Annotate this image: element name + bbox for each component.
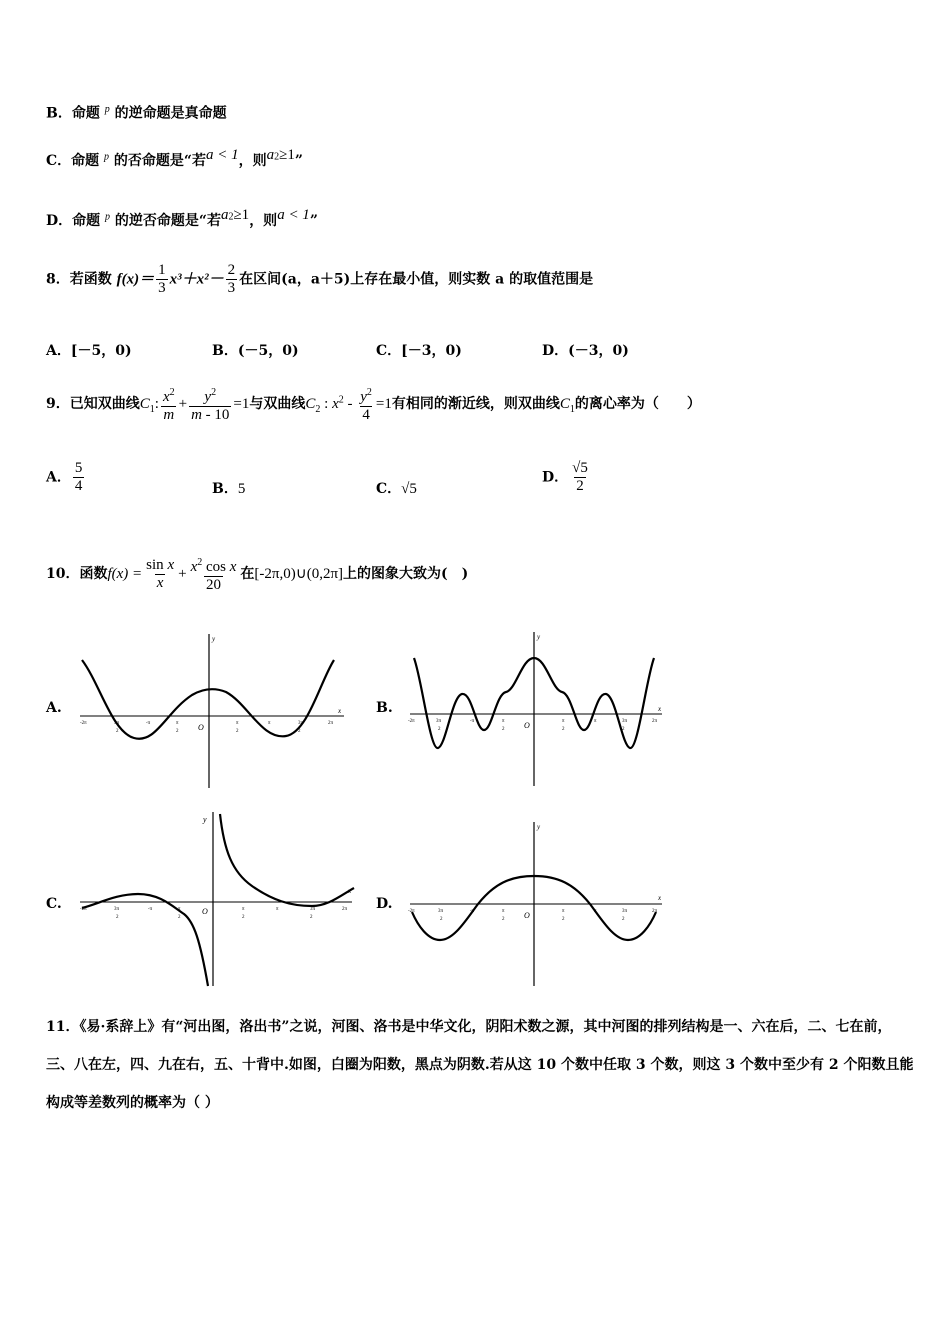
svg-text:π: π (276, 907, 279, 912)
tick-labels (408, 909, 658, 922)
svg-text:π: π (502, 909, 505, 914)
function-name: f(x) = (107, 566, 143, 582)
function-name: f(x)＝ (116, 271, 155, 288)
text: 的离心率为（ ） (574, 396, 701, 412)
math-p: p (104, 104, 110, 115)
math-condition-rel: ≥1 (233, 207, 250, 223)
text: ” (309, 213, 318, 229)
text: 与双曲线 (249, 396, 306, 412)
axis-label-x: x (348, 887, 352, 895)
svg-text:2: 2 (178, 915, 181, 920)
curve-right (220, 814, 354, 906)
fraction-5-4 (73, 460, 85, 495)
svg-text:π: π (242, 907, 245, 912)
svg-text:2: 2 (562, 917, 565, 922)
q9-option-b (212, 478, 245, 498)
q10-stem: 10．函数f(x) = $\frac{\text{sin x}}{x}$ + $\frac{x^2 \cos x}{20}$ 在[-2π,0)∪(0,2π]上的图象大致为( ) (46, 554, 468, 594)
axis-label-y: y (537, 633, 541, 641)
graph-a-label: A. (46, 700, 62, 716)
axis-label-x: x (658, 894, 662, 902)
option-label: B． (46, 105, 72, 122)
origin-label: O (198, 723, 204, 732)
svg-text:2: 2 (562, 727, 565, 732)
svg-text:-π: -π (148, 907, 153, 912)
svg-text:3π: 3π (310, 907, 316, 912)
q9-option-c (376, 478, 417, 498)
option-label: A． (46, 469, 71, 486)
text: ，则 (238, 153, 267, 169)
svg-text:π: π (176, 721, 179, 726)
svg-text:3π: 3π (622, 719, 628, 724)
svg-text:3π: 3π (114, 907, 120, 912)
q7-option-b (46, 100, 227, 124)
math-conclusion: a < 1 (277, 207, 310, 223)
axis-label-y: y (212, 635, 216, 643)
svg-text:π: π (562, 909, 565, 914)
svg-text:-π: -π (146, 721, 151, 726)
svg-text:π: π (178, 907, 181, 912)
frac-num: √5 (572, 460, 588, 476)
text: 在 (240, 566, 255, 582)
svg-text:3π: 3π (622, 909, 628, 914)
graph-a (76, 632, 352, 792)
svg-text:3π: 3π (298, 721, 304, 726)
q8-option-a: A．[－5，0) (46, 343, 132, 359)
fraction-x2cosx-20: $\frac{x^2 \cos x}{20}$ (190, 557, 237, 593)
fraction-y2-4: $\frac{y^2}{4}$ (360, 387, 372, 423)
svg-text:2: 2 (116, 915, 119, 920)
q7-option-c: C．命题 $^p$ 的否命题是“若a < 1，则$a^2\ge 1$” (46, 147, 303, 169)
q8-option-c: C．[－3，0) (376, 343, 462, 359)
q9-option-d (542, 460, 592, 495)
svg-text:2: 2 (298, 729, 301, 734)
q11-stem: 11．《易·系辞上》有“河出图，洛出书”之说，河图、洛书是中华文化，阴阳术数之源，其中河图的排列结构是一、六在后，二、七在前，三、八在左，四、九在右，五、十背中.如图，白圈为阳数，黑点为阴数.若从这 10 个数中任取 3 个数，则这 3 个数中至少有 2 个阳数且能构成等差数列的概率为（ ） (46, 1019, 914, 1111)
math-p: p (104, 151, 110, 163)
svg-text:3π: 3π (436, 719, 442, 724)
curve-left (82, 894, 208, 986)
axis-label-x: x (658, 705, 662, 713)
svg-text:2: 2 (438, 727, 441, 732)
question-number: 8．若函数 (46, 271, 117, 288)
fraction-sqrt5-2 (570, 460, 590, 495)
frac-num: 2 (227, 262, 236, 278)
text: 的逆否命题是“若 (114, 213, 221, 229)
option-value: 5 (237, 481, 246, 497)
text: 有相同的渐近线，则双曲线 (391, 396, 560, 412)
graph-c (76, 810, 358, 988)
svg-text:π: π (562, 719, 565, 724)
graph-d (406, 820, 668, 988)
svg-text:2: 2 (622, 917, 625, 922)
q9-stem: 9．已知双曲线$C_1$: $\frac{x^2}{m}$ + $\frac{y^2}{m - 10}$ =1与双曲线$C_2$ : $x^2$ - $\frac{y^2}{4}$ =1有相同的渐近线，则双曲线$C_1$的离心率为（ ） (46, 384, 701, 424)
graph-d-label: D. (376, 896, 393, 912)
option-label: C． (46, 153, 72, 169)
question-number: 10．函数 (46, 566, 108, 582)
svg-text:-π: -π (470, 909, 475, 914)
svg-text:2: 2 (236, 729, 239, 734)
svg-text:-2π: -2π (408, 909, 415, 914)
curve-c2: C (305, 396, 316, 412)
text: 命题 (72, 213, 101, 229)
option-label: D． (46, 213, 73, 229)
svg-text:π: π (594, 719, 597, 724)
fraction-1-3 (156, 262, 168, 297)
svg-text:2π: 2π (652, 909, 658, 914)
origin-label: O (202, 907, 208, 916)
svg-text:π: π (502, 719, 505, 724)
graph-b (406, 630, 668, 790)
graph-b-label: B. (376, 700, 393, 716)
svg-text:-2π: -2π (80, 907, 87, 912)
text: 的否命题是“若 (113, 153, 206, 169)
option-label: D． (542, 469, 569, 486)
svg-text:2: 2 (242, 915, 245, 920)
svg-text:3π: 3π (114, 721, 120, 726)
math-condition: a < 1 (205, 147, 239, 163)
math-conclusion: a (266, 147, 275, 163)
svg-text:2: 2 (440, 917, 443, 922)
origin-label: O (524, 911, 530, 920)
origin-label: O (524, 721, 530, 730)
svg-text:π: π (236, 721, 239, 726)
text: 命题 (71, 153, 100, 169)
frac-den: 4 (74, 478, 83, 494)
svg-text:2: 2 (116, 729, 119, 734)
axis-label-y: y (203, 815, 207, 824)
fraction-x2-m: $\frac{x^2}{m}$ (162, 387, 175, 423)
curve-c1: C (139, 396, 150, 412)
frac-num: 5 (74, 460, 83, 476)
domain: [-2π,0)∪(0,2π] (254, 566, 344, 582)
svg-text:-2π: -2π (80, 721, 87, 726)
text: 上的图象大致为( ) (343, 566, 469, 582)
q8-option-b: B．(－5，0) (212, 343, 299, 359)
curve-c1: C (559, 396, 570, 412)
q8-option-d: D．(－3，0) (542, 343, 629, 359)
text: ，则 (249, 213, 278, 229)
math-p: p (105, 211, 111, 223)
frac-num: 1 (158, 262, 166, 278)
svg-text:2π: 2π (328, 721, 334, 726)
svg-text:2: 2 (310, 915, 313, 920)
svg-text:-2π: -2π (408, 719, 415, 724)
math-conclusion-rel: ≥1 (279, 147, 295, 163)
frac-den: 2 (576, 478, 584, 494)
fraction-sinx-x: $\frac{\text{sin x}}{x}$ (146, 556, 175, 591)
svg-text:-π: -π (470, 719, 475, 724)
svg-text:2π: 2π (652, 719, 658, 724)
axis-label-y: y (537, 823, 541, 831)
q9-option-a (46, 460, 86, 495)
svg-text:2: 2 (502, 727, 505, 732)
tick-labels (80, 907, 348, 920)
svg-text:3π: 3π (438, 909, 444, 914)
svg-text:π: π (594, 909, 597, 914)
math-condition: a (220, 207, 229, 223)
axis-label-x: x (338, 707, 342, 715)
svg-text:2: 2 (176, 729, 179, 734)
frac-den: 3 (158, 280, 166, 296)
q7-option-d: D．命题 $^p$ 的逆否命题是“若$a^2\ge 1$，则a < 1” (46, 207, 318, 229)
polynomial: x³＋x²－ (169, 271, 224, 288)
svg-text:2: 2 (622, 727, 625, 732)
text: ” (294, 153, 303, 169)
svg-text:2π: 2π (342, 907, 348, 912)
text: 命题 (71, 105, 100, 122)
question-number: 9．已知双曲线 (46, 396, 140, 412)
q8-stem (46, 262, 593, 297)
fraction-2-3 (226, 262, 238, 297)
curve (82, 660, 334, 739)
frac-den: 3 (227, 280, 236, 296)
fraction-y2-m10: $\frac{y^2}{m - 10}$ (191, 387, 230, 423)
option-label: B． (212, 481, 238, 497)
graph-c-label: C. (46, 896, 62, 912)
question-text: 在区间(a，a＋5)上存在最小值，则实数 a 的取值范围是 (239, 271, 594, 288)
option-label: C． (376, 481, 402, 497)
option-value: √5 (401, 481, 417, 497)
svg-text:π: π (268, 721, 271, 726)
svg-text:2: 2 (502, 917, 505, 922)
text: 的逆命题是真命题 (114, 105, 227, 122)
